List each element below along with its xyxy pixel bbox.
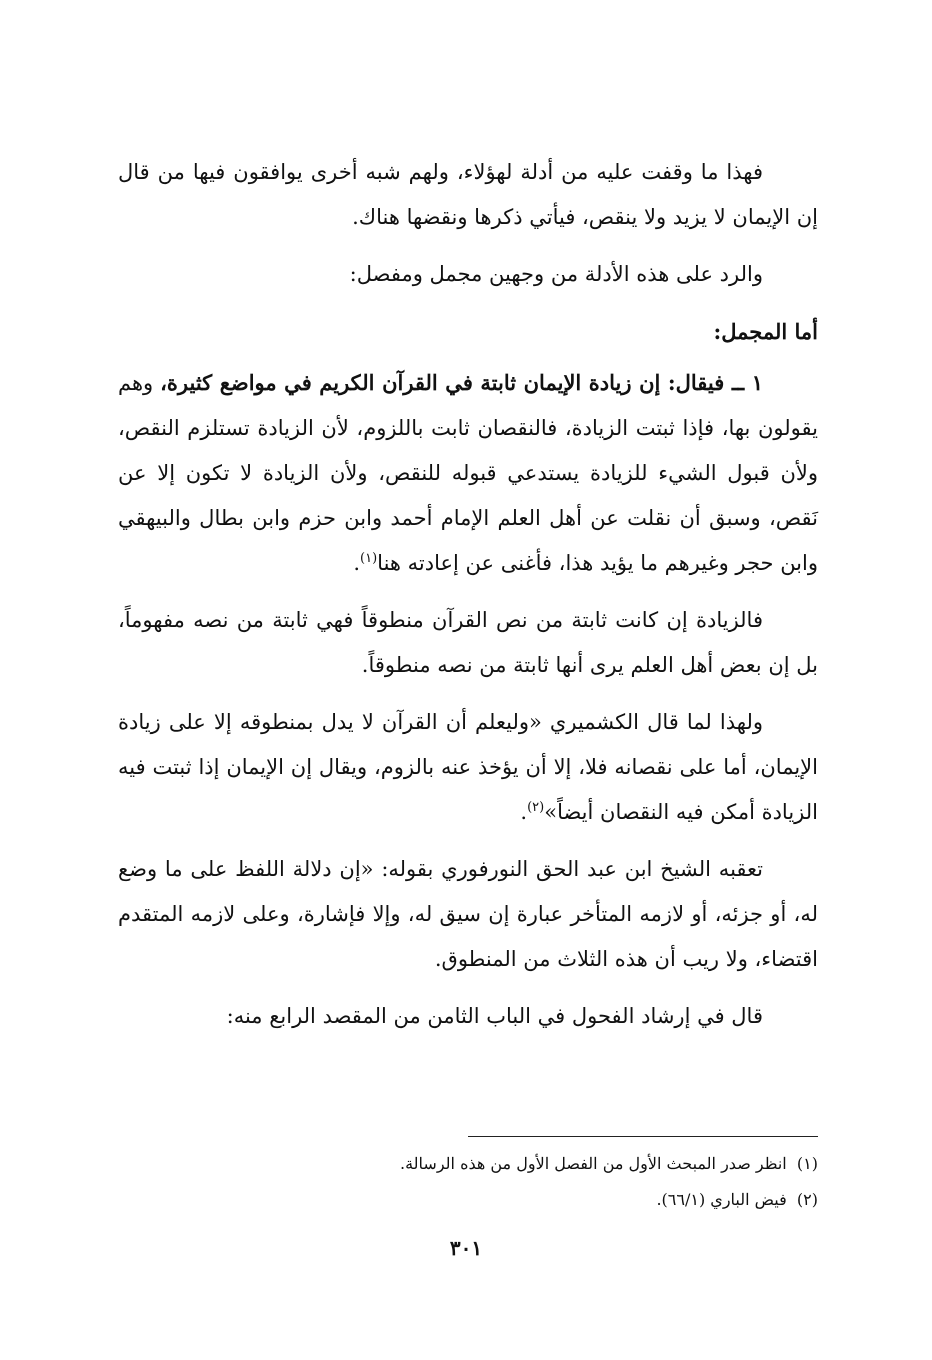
paragraph-3-body: وهم يقولون بها، فإذا ثبتت الزيادة، فالنقصان ثابت باللزوم، لأن الزيادة تستلزم النقص، ولأن قبول الشيء للزيادة يستدعي قبوله للنقص، ولأن الزيادة لا تكون إلا عن نَقص، وسبق أن نقلت عن أهل العلم الإمام أحمد وابن حزم وابن بطال والبيهقي وابن حجر وغيرهم ما يؤيد هذا، فأغنى عن إعادته هنا — [118, 371, 818, 575]
paragraph-5-body: ولهذا لما قال الكشميري «وليعلم أن القرآن لا يدل بمنطوقه إلا على زيادة الإيمان، أما على نقصانه فلا، إلا أن يؤخذ عنه بالزوم، ويقال إن الإيمان إذا ثبتت فيه الزيادة أمكن فيه النقصان أيضاً» — [118, 710, 818, 824]
footnote-ref-1[interactable]: (١) — [360, 551, 378, 566]
footnote-separator — [468, 1136, 818, 1137]
paragraph-6: تعقبه الشيخ ابن عبد الحق النورفوري بقوله: «إن دلالة اللفظ على ما وضع له، أو جزئه، أو لازمه المتأخر عبارة إن سيق له، وإلا فإشارة، وعلى لازمه المتقدم اقتضاء، ولا ريب أن هذه الثلاث من المنطوق. — [118, 857, 818, 971]
paragraph-4: فالزيادة إن كانت ثابتة من نص القرآن منطوقاً فهي ثابتة من نصه مفهوماً، بل إن بعض أهل العلم يرى أنها ثابتة من نصه منطوقاً. — [118, 608, 818, 677]
footnote-ref-2[interactable]: (٢) — [527, 800, 545, 815]
footnote-1 — [118, 1146, 818, 1182]
footnote-2 — [118, 1182, 818, 1218]
paragraph-7: قال في إرشاد الفحول في الباب الثامن من المقصد الرابع منه: — [226, 1004, 763, 1028]
paragraph-5-end: . — [520, 800, 528, 824]
footnote-2-marker: (٢) — [796, 1190, 818, 1209]
main-text — [118, 150, 818, 1051]
footnote-1-marker: (١) — [796, 1154, 818, 1173]
footnote-1-text: انظر صدر المبحث الأول من الفصل الأول من هذه الرسالة. — [400, 1154, 787, 1173]
footnotes — [118, 1146, 818, 1218]
paragraph-1: فهذا ما وقفت عليه من أدلة لهؤلاء، ولهم شبه أخرى يوافقون فيها من قال إن الإيمان لا يزيد ولا ينقص، فيأتي ذكرها ونقضها هناك. — [118, 160, 818, 229]
paragraph-3 — [118, 360, 818, 586]
paragraph-5 — [118, 700, 818, 835]
page-number: ٣٠١ — [449, 1236, 483, 1260]
paragraph-3-bold-lead: ١ ــ فيقال: إن زيادة الإيمان ثابتة في القرآن الكريم في مواضع كثيرة، — [160, 370, 763, 395]
section-heading: أما المجمل: — [713, 319, 818, 344]
paragraph-3-end: . — [353, 551, 361, 575]
paragraph-2: والرد على هذه الأدلة من وجهين مجمل ومفصل: — [349, 262, 763, 286]
footnote-2-text: فيض الباري (٦٦/١). — [656, 1190, 787, 1209]
